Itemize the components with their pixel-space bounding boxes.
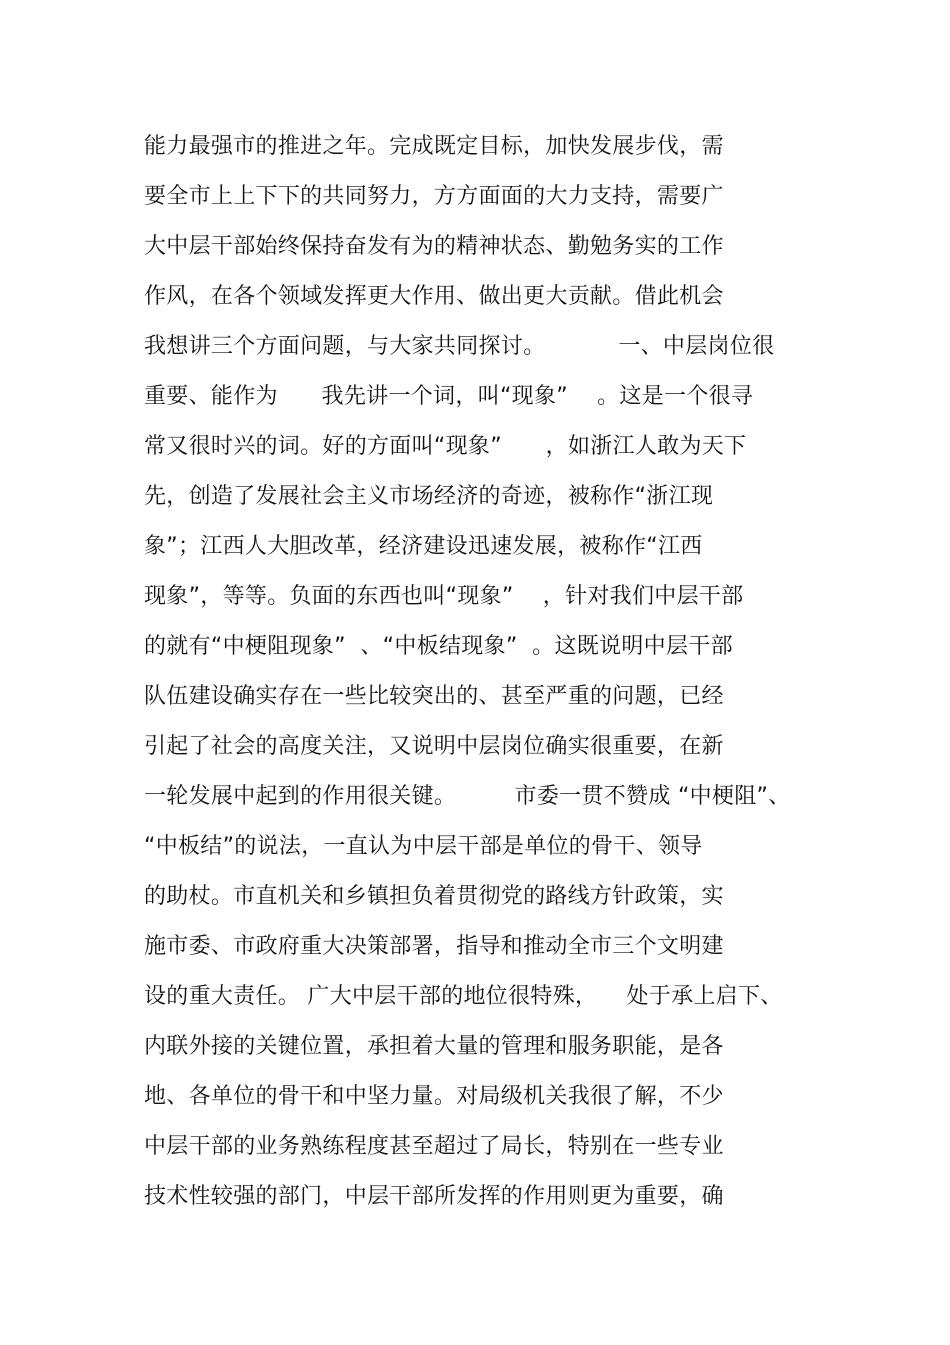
text-line: 作风，在各个领域发挥更大作用、做出更大贡献。借此机会 xyxy=(144,284,724,309)
text-line: 象”；江西人大胆改革，经济建设迅速发展，被称作“江西 xyxy=(144,534,703,559)
text-line: 一轮发展中起到的作用很关键。 市委一贯不赞成 “中梗阻”、 xyxy=(144,784,791,809)
text-line: 内联外接的关键位置，承担着大量的管理和服务职能，是各 xyxy=(144,1034,724,1059)
text-line: 施市委、市政府重大决策部署，指导和推动全市三个文明建 xyxy=(144,934,724,959)
text-line: 设的重大责任。 广大中层干部的地位很特殊， 处于承上启下、 xyxy=(144,984,783,1009)
text-line: 技术性较强的部门，中层干部所发挥的作用则更为重要，确 xyxy=(144,1184,724,1209)
text-line: 引起了社会的高度关注，又说明中层岗位确实很重要，在新 xyxy=(144,734,724,759)
text-line: 队伍建设确实存在一些比较突出的、甚至严重的问题，已经 xyxy=(144,684,724,709)
text-line: 中层干部的业务熟练程度甚至超过了局长，特别在一些专业 xyxy=(144,1134,724,1159)
text-line: 重要、能作为 我先讲一个词，叫“现象” 。这是一个很寻 xyxy=(144,384,754,409)
text-line: 地、各单位的骨干和中坚力量。对局级机关我很了解，不少 xyxy=(144,1084,724,1109)
text-line: 能力最强市的推进之年。完成既定目标，加快发展步伐，需 xyxy=(144,134,724,159)
text-line: 常又很时兴的词。好的方面叫“现象” ，如浙江人敢为天下 xyxy=(144,434,747,459)
text-line: 的就有“中梗阻现象” 、“中板结现象” 。这既说明中层干部 xyxy=(144,634,733,659)
text-line: 的助杖。市直机关和乡镇担负着贯彻党的路线方针政策，实 xyxy=(144,884,724,909)
text-line: 先，创造了发展社会主义市场经济的奇迹，被称作“浙江现 xyxy=(144,484,714,509)
text-line: 我想讲三个方面问题，与大家共同探讨。 一、中层岗位很 xyxy=(144,334,775,359)
text-line: 要全市上上下下的共同努力，方方面面的大力支持，需要广 xyxy=(144,184,724,209)
body-text xyxy=(144,122,844,1222)
text-line: “中板结”的说法，一直认为中层干部是单位的骨干、领导 xyxy=(144,834,703,859)
text-line: 现象”，等等。负面的东西也叫“现象” ，针对我们中层干部 xyxy=(144,584,744,609)
text-line: 大中层干部始终保持奋发有为的精神状态、勤勉务实的工作 xyxy=(144,234,724,259)
